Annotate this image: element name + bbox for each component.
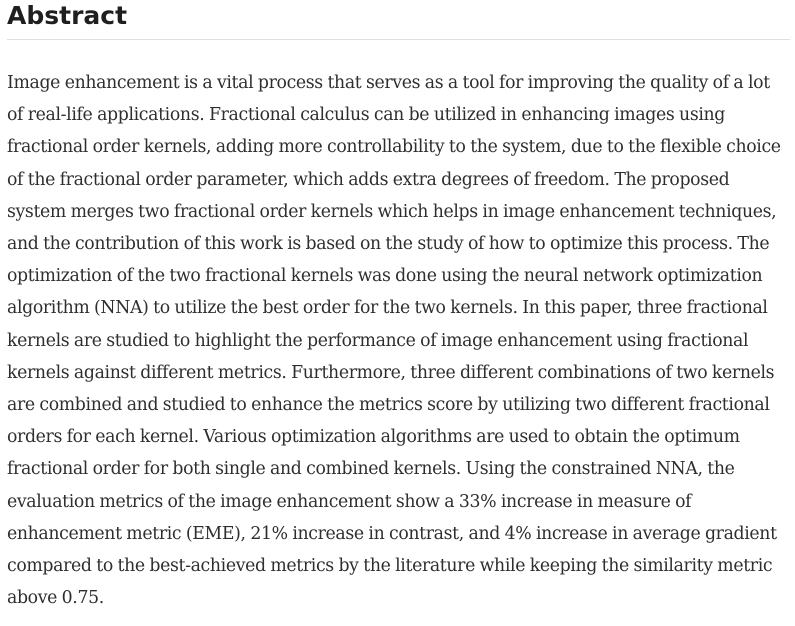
abstract-paragraph: Image enhancement is a vital process that serves as a tool for improving the quality of a lot of real-life applications. Fractional calculus can be utilized in enhancing images using fractional order kernels, adding more controllability to the system, due to the flexible choice of the fractional order parameter, which adds extra degrees of freedom. The proposed system merges two fractional order kernels which helps in image enhancement techniques, and the contribution of this work is based on the study of how to optimize this process. The optimization of the two fractional kernels was done using the neural network optimization algorithm (NNA) to utilize the best order for the two kernels. In this paper, three fractional kernels are studied to highlight the performance of image enhancement using fractional kernels against different metrics. Furthermore, three different combinations of two kernels are combined and studied to enhance the metrics score by utilizing two different fractional orders for each kernel. Various optimization algorithms are used to obtain the optimum fractional order for both single and combined kernels. Using the constrained NNA, the evaluation metrics of the image enhancement show a 33% increase in measure of enhancement metric (EME), 21% increase in contrast, and 4% increase in average gradient compared to the best-achieved metrics by the literature while keeping the similarity metric above 0.75. (7, 73, 781, 609)
abstract-heading: Abstract (7, 0, 790, 40)
abstract-section (7, 0, 790, 614)
